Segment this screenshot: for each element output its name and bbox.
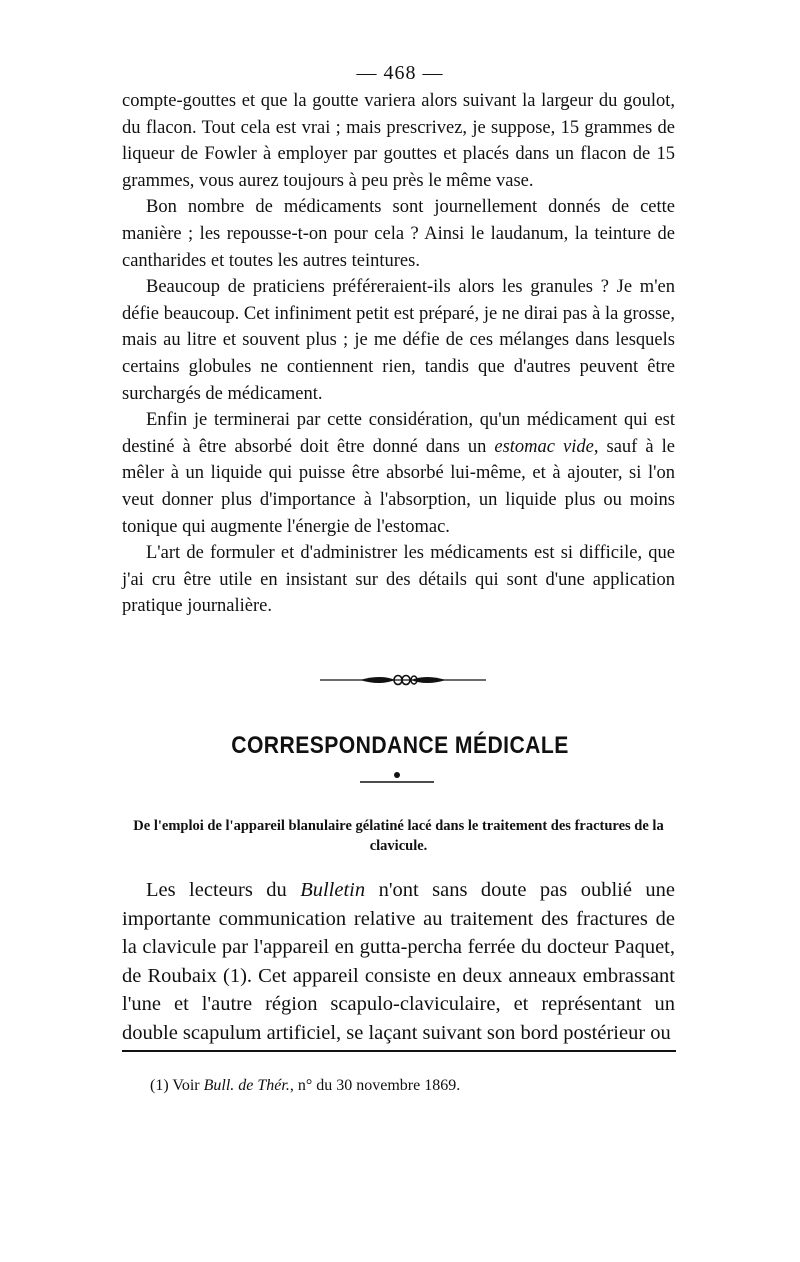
footnote-marker: (1) Voir	[150, 1077, 204, 1094]
page-number: — 468 —	[356, 62, 444, 84]
emphasis-text: Bulletin	[300, 879, 366, 901]
paragraph: Beaucoup de praticiens préféreraient-ils alors les granules ? Je m'en défie beaucoup. Cet infiniment petit est préparé, je ne dirai pas à la grosse, mais au litre et souvent plus ; je me défie de ces mélanges dans lesquels certains globules ne contiennent rien, tandis que d'autres peuvent être surchargés de médicament.	[122, 277, 675, 404]
article-title: De l'emploi de l'appareil blanulaire gélatiné lacé dans le traitement des fractures de la clavicule.	[133, 818, 664, 854]
paragraph	[122, 407, 675, 540]
emphasis-text: estomac vide	[494, 436, 594, 457]
footnote-reference: Bull. de Thér.	[203, 1077, 290, 1094]
paragraph: compte-gouttes et que la goutte variera alors suivant la largeur du goulot, du flacon. Tout cela est vrai ; mais prescrivez, je suppose, 15 grammes de liqueur de Fowler à employer par gouttes et placés dans un flacon de 15 grammes, vous aurez toujours à peu près le même vase.	[122, 91, 675, 191]
paragraph	[122, 876, 675, 1047]
paragraph: L'art de formuler et d'administrer les médicaments est si difficile, que j'ai cru être utile en insistant sur des détails qui sont d'une application pratique journalière.	[122, 543, 675, 617]
title-rule-icon	[360, 770, 434, 784]
paragraph-text: Les lecteurs du	[146, 879, 301, 901]
footnote-rule	[122, 1050, 676, 1052]
footnote	[150, 1076, 460, 1096]
paragraph: Bon nombre de médicaments sont journellement donnés de cette manière ; les repousse-t-on pour cela ? Ainsi le laudanum, la teinture de cantharides et toutes les autres teintures.	[122, 197, 675, 271]
footnote-text: , n° du 30 novembre 1869.	[289, 1077, 461, 1094]
paragraph-text: Enfin je terminerai par cette considération, qu'un médicament qui est destiné à être absorbé doit être donné dans un	[122, 410, 675, 457]
ornament-divider-icon	[320, 672, 486, 688]
body-text-top	[122, 88, 675, 620]
body-text-bottom	[122, 876, 675, 1047]
paragraph-text: , sauf à le mêler à un liquide qui puisse être absorbé lui-même, et à ajouter, si l'on veut donner plus d'importance à l'absorption, un liquide plus ou moins tonique qui augmente l'énergie de l'estomac.	[122, 436, 675, 537]
paragraph-text: n'ont sans doute pas oublié une importante communication relative au traitement des fractures de la clavicule par l'appareil en gutta-percha ferrée du docteur Paquet, de Roubaix (1). Cet appareil consiste en deux anneaux embrassant l'une et l'autre région scapulo-claviculaire, et représentant un double scapulum artificiel, se laçant suivant son bord postérieur ou	[122, 879, 676, 1044]
section-title: CORRESPONDANCE MÉDICALE	[231, 732, 569, 759]
